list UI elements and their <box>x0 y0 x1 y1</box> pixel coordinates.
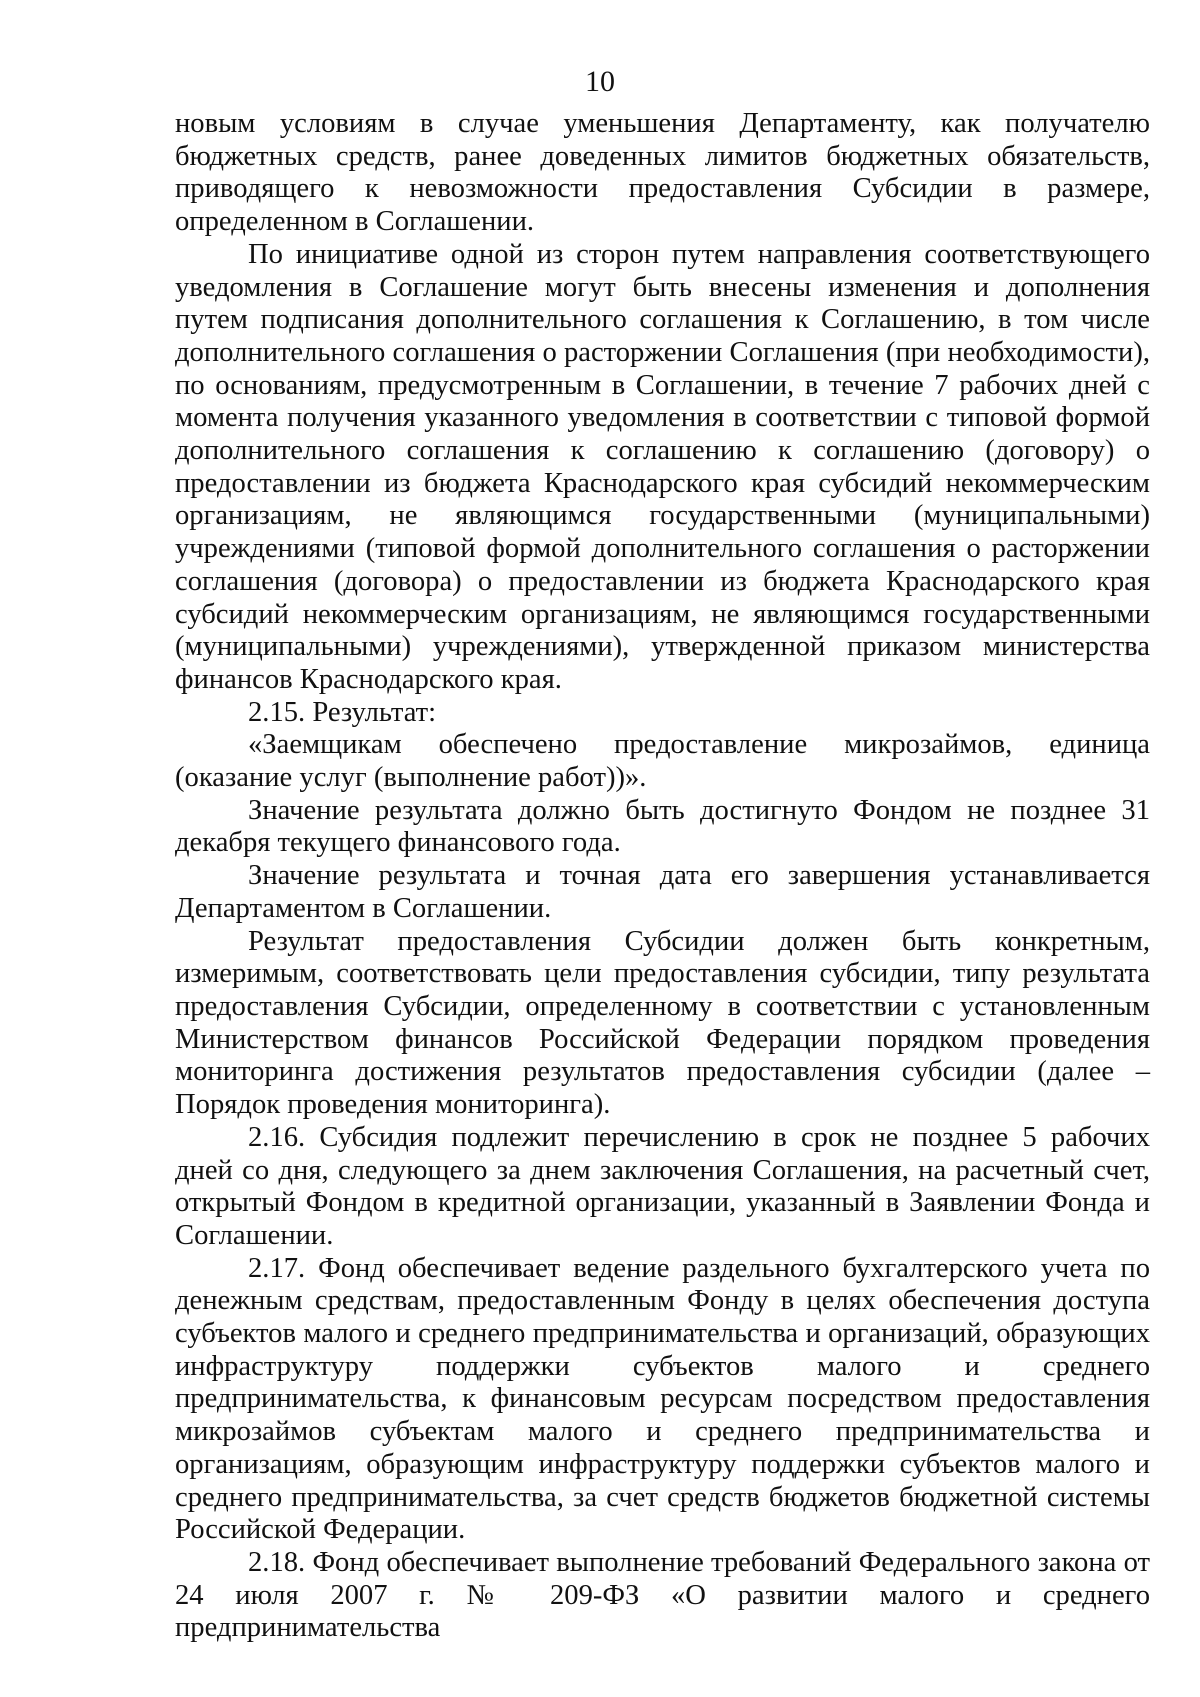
paragraph-2-16: 2.16. Субсидия подлежит перечислению в срок не позднее 5 рабочих дней со дня, следующего за днем заключения Соглашения, на расчетный счет, открытый Фондом в кредитной организации, указанный в Заявлении Фонда и Соглашении. <box>175 1121 1150 1251</box>
paragraph-2-15-heading: 2.15. Результат: <box>248 696 437 728</box>
paragraph-continuation: новым условиям в случае уменьшения Департаменту, как получателю бюджетных средств, ранее доведенных лимитов бюджетных обязательств, приводящего к невозможности предоставления Субсидии в размере, определенном в Соглашении. <box>175 108 1150 238</box>
paragraph-2-17: 2.17. Фонд обеспечивает ведение раздельного бухгалтерского учета по денежным средствам, предоставленным Фонду в целях обеспечения доступа субъектов малого и среднего предпринимательства и организаций, образующих инфраструктуру поддержки субъектов малого и среднего предпринимательства, к финансовым ресурсам посредством предоставления микрозаймов субъектам малого и среднего предпринимательства и организациям, образующим инфраструктуру поддержки субъектов малого и среднего предпринимательства, за счет средств бюджетов бюджетной системы Российской Федерации. <box>175 1252 1150 1546</box>
paragraph-result-value: Значение результата и точная дата его завершения устанавливается Департаментом в Соглашении. <box>175 860 1150 924</box>
document-body <box>175 108 1150 1645</box>
paragraph-result-quote: «Заемщикам обеспечено предоставление микрозаймов, единица (оказание услуг (выполнение работ))». <box>175 729 1150 794</box>
page-number: 10 <box>585 65 615 98</box>
paragraph-2-18: 2.18. Фонд обеспечивает выполнение требований Федерального закона от 24 июля 2007 г. № 209-ФЗ «О развитии малого и среднего предпринимательства <box>175 1546 1150 1644</box>
paragraph-result-deadline: Значение результата должно быть достигнуто Фондом не позднее 31 декабря текущего финансового года. <box>175 794 1150 859</box>
paragraph-initiative-changes: По инициативе одной из сторон путем направления соответствующего уведомления в Соглашение могут быть внесены изменения и дополнения путем подписания дополнительного соглашения к Соглашению, в том числе дополнительного соглашения о расторжении Соглашения (при необходимости), по основаниям, предусмотренным в Соглашении, в течение 7 рабочих дней с момента получения указанного уведомления в соответствии с типовой формой дополнительного соглашения к соглашению к соглашению (договору) о предоставлении из бюджета Краснодарского края субсидий некоммерческим организациям, не являющимся государственными (муниципальными) учреждениями (типовой формой дополнительного соглашения о расторжении соглашения (договора) о предоставлении из бюджета Краснодарского края субсидий некоммерческим организациям, не являющимся государственными (муниципальными) учреждениями), утвержденной приказом министерства финансов Краснодарского края. <box>175 238 1150 695</box>
paragraph-result-requirements: Результат предоставления Субсидии должен быть конкретным, измеримым, соответствовать цели предоставления субсидии, типу результата предоставления Субсидии, определенному в соответствии с установленным Министерством финансов Российской Федерации порядком проведения мониторинга достижения результатов предоставления субсидии (далее – Порядок проведения мониторинга). <box>175 925 1150 1121</box>
